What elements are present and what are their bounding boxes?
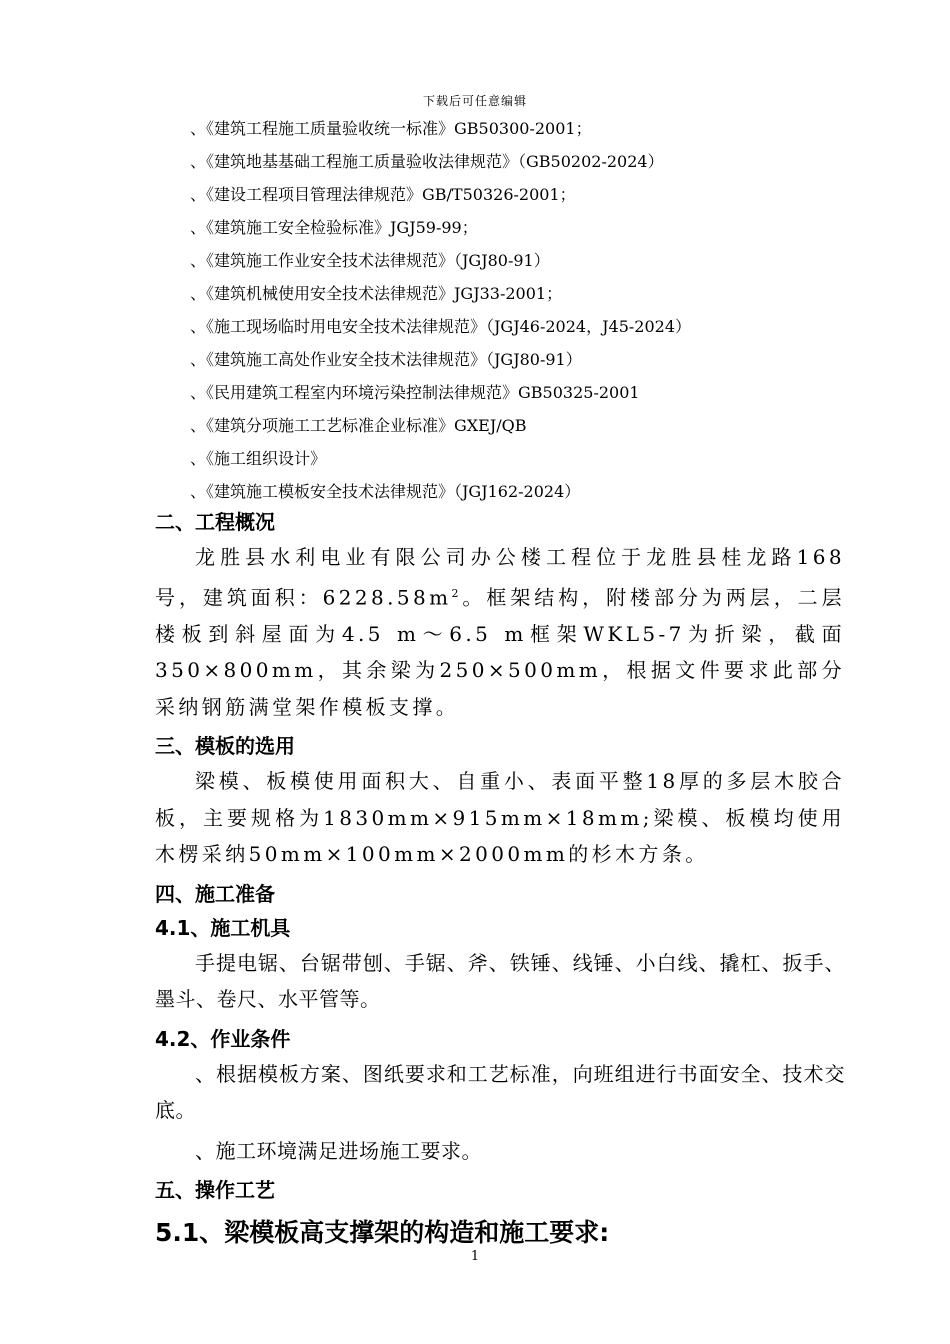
reference-item: 、《建筑机械使用安全技术法律规范》JGJ33-2001；: [190, 284, 563, 303]
work-condition-item: 、根据模板方案、图纸要求和工艺标准，向班组进行书面安全、技术交底。: [155, 1061, 845, 1123]
overview-text-part: 。框架结构，附楼部分为两层，二层楼板到斜屋面为4.5 m～6.5 m框架WKL5-7为折梁，截面350×800mm，其余梁为250×500mm，根据文件要求此部分采纳钢筋满堂架作模板支撑。: [155, 585, 845, 719]
formwork-selection-paragraph: 梁模、板模使用面积大、自重小、表面平整18厚的多层木胶合板，主要规格为1830mm×915mm×18mm;梁模、板模均使用木楞采纳50mm×100mm×2000mm的杉木方条。: [155, 769, 845, 867]
reference-item: 、《建筑分项施工工艺标准企业标准》GXEJ/QB: [190, 416, 527, 435]
reference-item: 、《施工现场临时用电安全技术法律规范》（JGJ46-2024，J45-2024）: [190, 317, 691, 336]
reference-item: 、《建筑施工高处作业安全技术法律规范》（JGJ80-91）: [190, 350, 582, 369]
section-heading-formwork-selection: 三、模板的选用: [155, 734, 295, 759]
document-body: [155, 505, 845, 1255]
subsection-heading-beam-support: 5.1、梁模板高支撑架的构造和施工要求:: [155, 1218, 610, 1248]
section-heading-project-overview: 二、工程概况: [155, 510, 275, 534]
section-heading-operation-process: 五、操作工艺: [155, 1178, 275, 1203]
reference-item: 、《建筑施工模板安全技术法律规范》（JGJ162-2024）: [190, 482, 581, 501]
area-unit-superscript: 2: [451, 586, 462, 600]
reference-item: 、《建筑地基基础工程施工质量验收法律规范》（GB50202-2024）: [190, 152, 664, 171]
subsection-heading-tools: 4.1、施工机具: [155, 915, 291, 940]
reference-standards-list: [190, 112, 890, 508]
project-overview-paragraph: [155, 539, 845, 725]
reference-item: 、《建筑工程施工质量验收统一标准》GB50300-2001；: [190, 119, 592, 138]
reference-item: 、《建筑施工作业安全技术法律规范》（JGJ80-91）: [190, 251, 550, 270]
reference-item: 、《施工组织设计》: [190, 449, 327, 468]
work-condition-item: 、施工环境满足进场施工要求。: [195, 1138, 482, 1163]
reference-item: 、《建设工程项目管理法律规范》GB/T50326-2001；: [190, 185, 576, 204]
tools-paragraph: 手提电锯、台锯带刨、手锯、斧、铁锤、线锤、小白线、撬杠、扳手、墨斗、卷尺、水平管等。: [155, 950, 845, 1012]
reference-item: 、《建筑施工安全检验标准》JGJ59-99；: [190, 218, 478, 237]
page-number: 1: [470, 1249, 480, 1264]
overview-text-part: 龙胜县水利电业有限公司办公楼工程位于龙胜县桂龙路168号，建筑面积：6228.58m: [155, 545, 845, 610]
section-heading-construction-prep: 四、施工准备: [155, 881, 275, 906]
page-header-note: 下载后可任意编辑: [422, 94, 527, 108]
reference-item: 、《民用建筑工程室内环境污染控制法律规范》GB50325-2001: [190, 383, 640, 402]
subsection-heading-work-conditions: 4.2、作业条件: [155, 1026, 291, 1051]
